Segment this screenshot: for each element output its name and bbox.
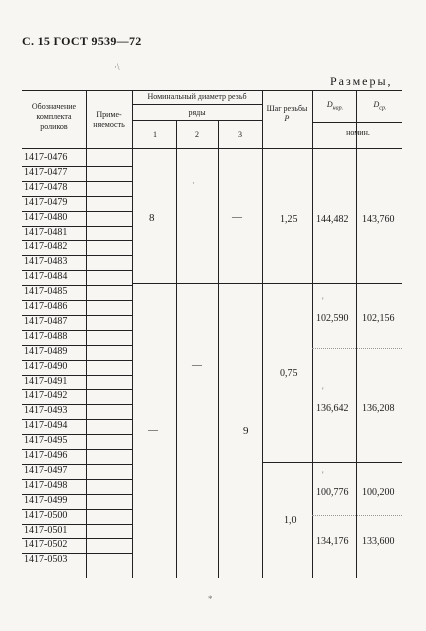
group1-row3: — (232, 212, 242, 223)
designation-code: 1417-0496 (24, 450, 68, 461)
group3a-d-sr: 100,200 (362, 487, 395, 498)
designation-code: 1417-0479 (24, 196, 68, 208)
header-application: Приме- няемость (93, 110, 125, 129)
header-row-2: 2 (195, 130, 199, 139)
header-bottom-border (22, 148, 402, 149)
group2b-d-sr: 136,208 (362, 403, 395, 414)
designation-code: 1417-0487 (24, 315, 68, 327)
group1-pitch: 1,25 (280, 214, 298, 225)
nominal-diameter-rule (132, 104, 262, 105)
designation-code: 1417-0502 (24, 539, 68, 551)
group1-row1: 8 (149, 212, 155, 224)
group2a-d-nar: 102,590 (316, 313, 349, 324)
designation-code: 1417-0503 (24, 554, 68, 566)
designation-code: 1417-0486 (24, 301, 68, 312)
header-row-1: 1 (153, 130, 157, 139)
designation-code: 1417-0499 (24, 494, 68, 506)
header-nominal-diameter: Номинальный диаметр резьб (147, 92, 247, 101)
group3b-d-sr: 133,600 (362, 536, 395, 547)
designation-code: 1417-0488 (24, 330, 68, 342)
units-caption: Размеры, (330, 74, 393, 88)
designation-code: 1417-0478 (24, 181, 68, 193)
header-row-3: 3 (238, 130, 242, 139)
header-designation (24, 102, 84, 132)
header-pitch-text: Шаг резьбы (266, 104, 308, 113)
header-pitch-symbol: P (284, 114, 290, 123)
scan-mark-2: ' (322, 386, 324, 396)
scan-mark-4: · (192, 178, 195, 188)
header-d-sr (358, 100, 402, 114)
col-divider-7 (356, 90, 357, 578)
designation-code: 1417-0477 (24, 166, 68, 178)
group3-pitch: 1,0 (284, 515, 297, 526)
designation-code: 1417-0493 (24, 405, 68, 417)
group2-row2: — (192, 360, 202, 371)
designation-code: 1417-0485 (24, 286, 68, 298)
col-divider-2 (132, 90, 133, 578)
designation-code: 1417-0501 (24, 524, 68, 536)
designation-code: 1417-0500 (24, 509, 68, 521)
designation-code: 1417-0498 (24, 479, 68, 491)
header-d-sr-letter: D (373, 100, 380, 109)
scan-mark-1: ' (322, 296, 324, 306)
rows-rule (132, 120, 262, 121)
designation-code: 1417-0476 (24, 152, 68, 163)
header-pitch (264, 104, 310, 124)
group2-row3: 9 (243, 425, 249, 437)
group1-separator-mid (132, 283, 312, 284)
designation-code: 1417-0497 (24, 464, 68, 476)
group2-pitch: 0,75 (280, 368, 298, 379)
table-top-border (22, 90, 402, 91)
group1-d-nar: 144,482 (316, 214, 349, 225)
header-designation-text: Обозначение комплекта роликов (31, 102, 77, 131)
header-d-nar-letter: D (326, 100, 333, 109)
col-divider-6 (312, 90, 313, 578)
scan-artifact: ·\ (114, 62, 120, 72)
header-d-nar (314, 100, 356, 114)
designation-code: 1417-0482 (24, 241, 68, 253)
designation-code: 1417-0491 (24, 375, 68, 387)
designation-code: 1417-0494 (24, 420, 68, 432)
designation-code: 1417-0484 (24, 271, 68, 283)
group2a-d-sr: 102,156 (362, 313, 395, 324)
col-divider-1 (86, 90, 87, 578)
col-divider-5 (262, 90, 263, 578)
group2b-d-nar: 136,642 (316, 403, 349, 414)
header-rows: ряды (188, 108, 206, 117)
group2-row1: — (148, 425, 158, 436)
header-d-nar-sub: нар. (332, 105, 344, 112)
group3b-d-nar: 134,176 (316, 536, 349, 547)
designation-code: 1417-0480 (24, 211, 68, 223)
header-nomin: номин. (346, 128, 370, 137)
designation-code: 1417-0490 (24, 360, 68, 372)
group2-separator (262, 462, 402, 463)
designation-code: 1417-0492 (24, 390, 68, 402)
group3a-d-nar: 100,776 (316, 487, 349, 498)
designation-code: 1417-0481 (24, 226, 68, 238)
designation-code: 1417-0495 (24, 435, 68, 447)
group3-sub-separator (312, 515, 402, 516)
group1-d-sr: 143,760 (362, 214, 395, 225)
designation-code: 1417-0489 (24, 345, 68, 357)
col-divider-3 (176, 120, 177, 578)
scan-mark-3: ' (322, 470, 324, 480)
header-d-sr-sub: ср. (379, 105, 387, 112)
designation-code: 1417-0483 (24, 256, 68, 268)
scan-mark-5: * (208, 594, 213, 604)
nomin-rule (312, 122, 402, 123)
page-header: С. 15 ГОСТ 9539—72 (22, 34, 142, 48)
col-divider-4 (218, 120, 219, 578)
group1-separator-right (312, 283, 402, 284)
group2-sub-separator (312, 348, 402, 349)
